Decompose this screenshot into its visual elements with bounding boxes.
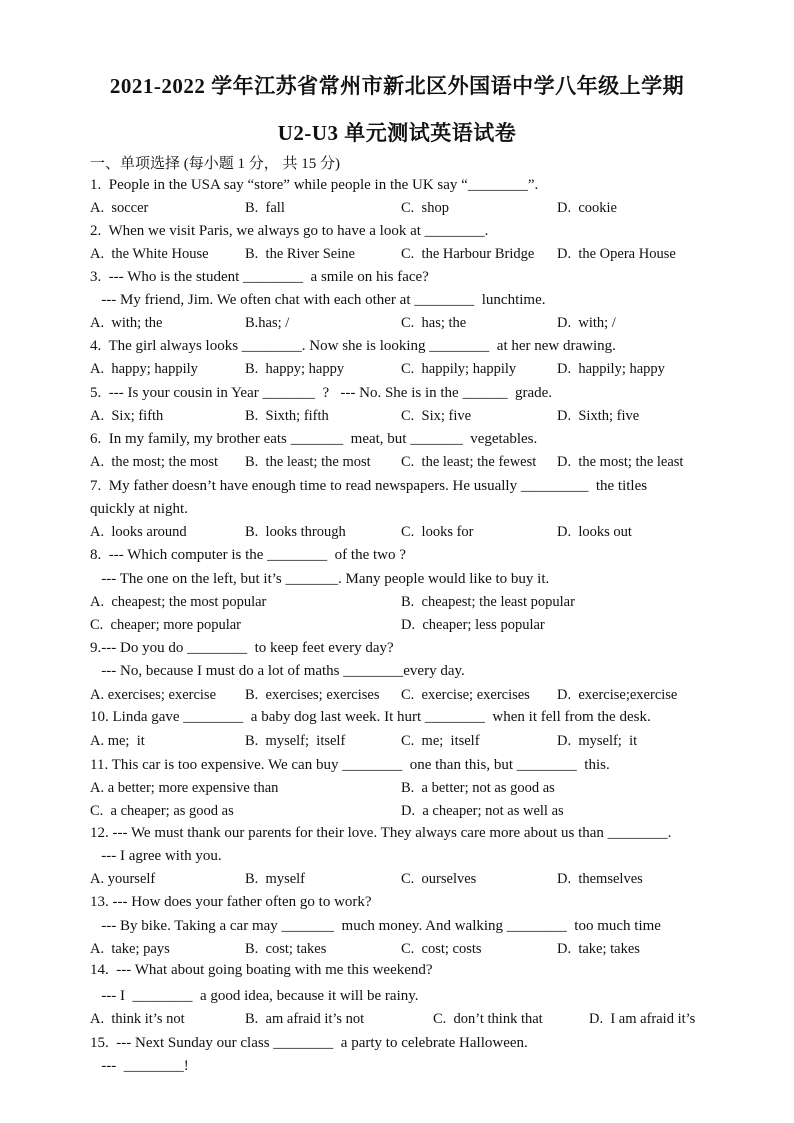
question-4-option-D: D. happily; happy xyxy=(557,361,665,377)
question-6-option-D: D. the most; the least xyxy=(557,454,684,470)
question-8-text: --- The one on the left, but it’s _______. Many people would like to buy it. xyxy=(90,571,550,587)
question-9-text: 9.--- Do you do ________ to keep feet every day? xyxy=(90,640,394,656)
question-14-option-A: A. think it’s not xyxy=(90,1011,185,1027)
question-13-option-D: D. take; takes xyxy=(557,941,640,957)
question-4-option-B: B. happy; happy xyxy=(245,361,345,377)
exam-title-line1: 2021-2022 学年江苏省常州市新北区外国语中学八年级上学期 xyxy=(109,74,685,98)
question-1-option-D: D. cookie xyxy=(557,200,617,216)
question-13-option-B: B. cost; takes xyxy=(245,941,327,957)
question-11-option-D: D. a cheaper; not as well as xyxy=(401,803,564,819)
question-13-option-A: A. take; pays xyxy=(90,941,170,957)
question-14-option-B: B. am afraid it’s not xyxy=(245,1011,365,1027)
question-12-text: --- I agree with you. xyxy=(90,848,222,864)
question-5-option-D: D. Sixth; five xyxy=(557,408,640,424)
question-7-text: quickly at night. xyxy=(90,501,188,517)
question-5-option-B: B. Sixth; fifth xyxy=(245,408,329,424)
question-12-option-A: A. yourself xyxy=(90,871,156,887)
question-10-option-A: A. me; it xyxy=(90,733,145,749)
question-7-option-B: B. looks through xyxy=(245,524,346,540)
question-6-text: 6. In my family, my brother eats _______ meat, but _______ vegetables. xyxy=(90,431,538,447)
question-14-text: --- I ________ a good idea, because it will be rainy. xyxy=(90,988,419,1004)
question-3-option-A: A. with; the xyxy=(90,315,163,331)
question-15-text: --- ________! xyxy=(90,1058,189,1074)
question-9-option-B: B. exercises; exercises xyxy=(245,687,380,703)
question-14-option-C: C. don’t think that xyxy=(433,1011,543,1027)
question-2-option-A: A. the White House xyxy=(90,246,209,262)
question-14-text: 14. --- What about going boating with me this weekend? xyxy=(90,962,433,978)
question-7-option-A: A. looks around xyxy=(90,524,187,540)
question-10-text: 10. Linda gave ________ a baby dog last week. It hurt ________ when it fell from the desk. xyxy=(90,709,651,725)
question-7-text: 7. My father doesn’t have enough time to read newspapers. He usually _________ the titles xyxy=(90,478,648,494)
question-8-option-C: C. cheaper; more popular xyxy=(90,617,241,633)
question-2-option-D: D. the Opera House xyxy=(557,246,676,262)
question-2-text: 2. When we visit Paris, we always go to have a look at ________. xyxy=(90,223,489,239)
question-4-option-A: A. happy; happily xyxy=(90,361,198,377)
question-5-text: 5. --- Is your cousin in Year _______ ? --- No. She is in the ______ grade. xyxy=(90,385,553,401)
question-9-option-A: A. exercises; exercise xyxy=(90,687,217,703)
question-3-text: --- My friend, Jim. We often chat with each other at ________ lunchtime. xyxy=(90,292,546,308)
question-8-option-D: D. cheaper; less popular xyxy=(401,617,545,633)
question-9-option-C: C. exercise; exercises xyxy=(401,687,530,703)
question-8-text: 8. --- Which computer is the ________ of the two ? xyxy=(90,547,406,563)
question-4-option-C: C. happily; happily xyxy=(401,361,517,377)
question-10-option-B: B. myself; itself xyxy=(245,733,346,749)
question-11-option-C: C. a cheaper; as good as xyxy=(90,803,234,819)
question-3-option-B: B.has; / xyxy=(245,315,290,331)
question-9-option-D: D. exercise;exercise xyxy=(557,687,678,703)
question-11-text: 11. This car is too expensive. We can buy ________ one than this, but ________ this. xyxy=(90,757,610,773)
question-2-option-B: B. the River Seine xyxy=(245,246,355,262)
question-8-option-A: A. cheapest; the most popular xyxy=(90,594,267,610)
question-13-text: 13. --- How does your father often go to work? xyxy=(90,894,372,910)
question-1-option-B: B. fall xyxy=(245,200,285,216)
question-14-option-D: D. I am afraid it’s xyxy=(589,1011,696,1027)
question-4-text: 4. The girl always looks ________. Now she is looking ________ at her new drawing. xyxy=(90,338,616,354)
question-12-option-C: C. ourselves xyxy=(401,871,477,887)
question-12-option-B: B. myself xyxy=(245,871,306,887)
question-13-option-C: C. cost; costs xyxy=(401,941,482,957)
question-7-option-C: C. looks for xyxy=(401,524,474,540)
question-5-option-C: C. Six; five xyxy=(401,408,472,424)
exam-title-line2: U2-U3 单元测试英语试卷 xyxy=(277,121,517,145)
question-12-option-D: D. themselves xyxy=(557,871,643,887)
question-12-text: 12. --- We must thank our parents for their love. They always care more about us than ________. xyxy=(90,825,672,841)
question-1-text: 1. People in the USA say “store” while people in the UK say “________”. xyxy=(90,177,539,193)
question-10-option-D: D. myself; it xyxy=(557,733,638,749)
question-6-option-C: C. the least; the fewest xyxy=(401,454,537,470)
question-2-option-C: C. the Harbour Bridge xyxy=(401,246,535,262)
question-1-option-C: C. shop xyxy=(401,200,449,216)
question-8-option-B: B. cheapest; the least popular xyxy=(401,594,575,610)
question-11-option-A: A. a better; more expensive than xyxy=(90,780,279,796)
question-15-text: 15. --- Next Sunday our class ________ a party to celebrate Halloween. xyxy=(90,1035,528,1051)
question-10-option-C: C. me; itself xyxy=(401,733,480,749)
question-9-text: --- No, because I must do a lot of maths ________every day. xyxy=(90,663,465,679)
question-7-option-D: D. looks out xyxy=(557,524,632,540)
question-6-option-A: A. the most; the most xyxy=(90,454,219,470)
section-heading: 一、单项选择 (每小题 1 分， 共 15 分) xyxy=(90,156,340,172)
question-3-option-C: C. has; the xyxy=(401,315,467,331)
question-1-option-A: A. soccer xyxy=(90,200,149,216)
question-6-option-B: B. the least; the most xyxy=(245,454,371,470)
question-13-text: --- By bike. Taking a car may _______ much money. And walking ________ too much time xyxy=(90,918,661,934)
question-11-option-B: B. a better; not as good as xyxy=(401,780,555,796)
question-5-option-A: A. Six; fifth xyxy=(90,408,164,424)
question-3-option-D: D. with; / xyxy=(557,315,616,331)
question-3-text: 3. --- Who is the student ________ a smile on his face? xyxy=(90,269,429,285)
